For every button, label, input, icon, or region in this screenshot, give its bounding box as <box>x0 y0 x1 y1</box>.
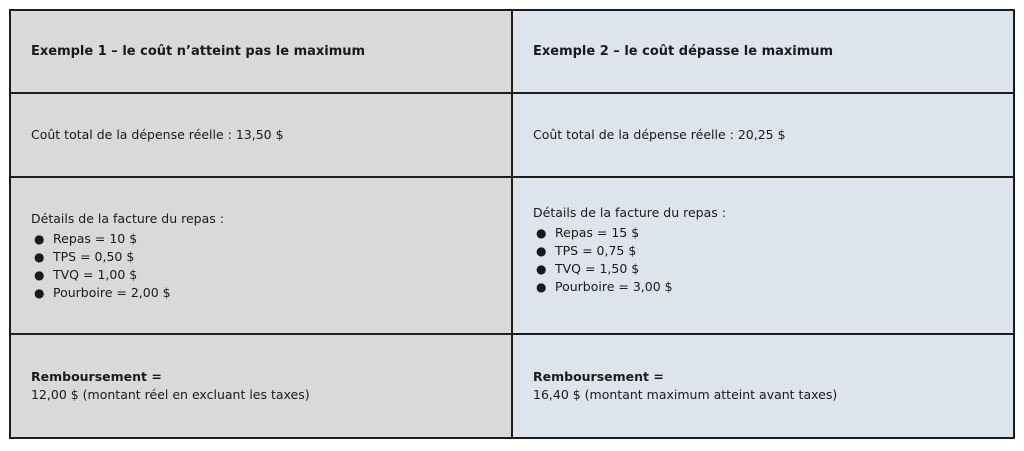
example1-details-label: Détails de la facture du repas : <box>31 210 224 226</box>
list-item <box>31 284 511 302</box>
example2-reimbursement-cell <box>512 334 1014 438</box>
item-text: TPS = 0,75 $ <box>555 242 637 258</box>
list-item <box>533 260 1013 278</box>
list-item <box>533 278 1013 296</box>
item-text: Pourboire = 2,00 $ <box>53 284 171 300</box>
item-text: Pourboire = 3,00 $ <box>555 278 673 294</box>
example1-items-list <box>31 230 511 302</box>
list-item <box>31 266 511 284</box>
bullet-icon: ● <box>34 249 45 264</box>
details-row <box>10 177 1014 334</box>
example1-header-cell <box>10 10 512 93</box>
list-item <box>533 242 1013 260</box>
example1-reimbursement-label: Remboursement = <box>31 369 162 384</box>
example2-header-cell <box>512 10 1014 93</box>
item-text: TPS = 0,50 $ <box>53 248 135 264</box>
item-text: TVQ = 1,50 $ <box>555 260 640 276</box>
example1-details-cell <box>10 177 512 334</box>
item-text: Repas = 10 $ <box>53 230 138 246</box>
bullet-icon: ● <box>536 243 547 258</box>
example2-total: Coût total de la dépense réelle : 20,25 $ <box>533 127 786 142</box>
example2-items-list <box>533 224 1013 296</box>
example2-details-label: Détails de la facture du repas : <box>533 204 726 220</box>
example2-title: Exemple 2 – le coût dépasse le maximum <box>533 44 834 59</box>
bullet-icon: ● <box>536 279 547 294</box>
total-row <box>10 93 1014 177</box>
list-item <box>31 248 511 266</box>
list-item <box>533 224 1013 242</box>
header-row <box>10 10 1014 93</box>
bullet-icon: ● <box>536 261 547 276</box>
comparison-table <box>9 9 1015 439</box>
example2-reimbursement-value: 16,40 $ (montant maximum atteint avant taxes) <box>533 387 838 402</box>
item-text: TVQ = 1,00 $ <box>53 266 138 282</box>
bullet-icon: ● <box>34 267 45 282</box>
example2-details-cell <box>512 177 1014 334</box>
example1-title: Exemple 1 – le coût n’atteint pas le maximum <box>31 44 366 59</box>
bullet-icon: ● <box>536 225 547 240</box>
reimbursement-row <box>10 334 1014 438</box>
example1-total: Coût total de la dépense réelle : 13,50 $ <box>31 127 284 142</box>
example2-details-block <box>533 204 1013 296</box>
bullet-icon: ● <box>34 285 45 300</box>
bullet-icon: ● <box>34 231 45 246</box>
example1-reimbursement-cell <box>10 334 512 438</box>
example2-total-cell <box>512 93 1014 177</box>
list-item <box>31 230 511 248</box>
example1-total-cell <box>10 93 512 177</box>
example2-reimbursement-label: Remboursement = <box>533 369 664 384</box>
example1-reimbursement-value: 12,00 $ (montant réel en excluant les taxes) <box>31 387 310 402</box>
item-text: Repas = 15 $ <box>555 224 640 240</box>
